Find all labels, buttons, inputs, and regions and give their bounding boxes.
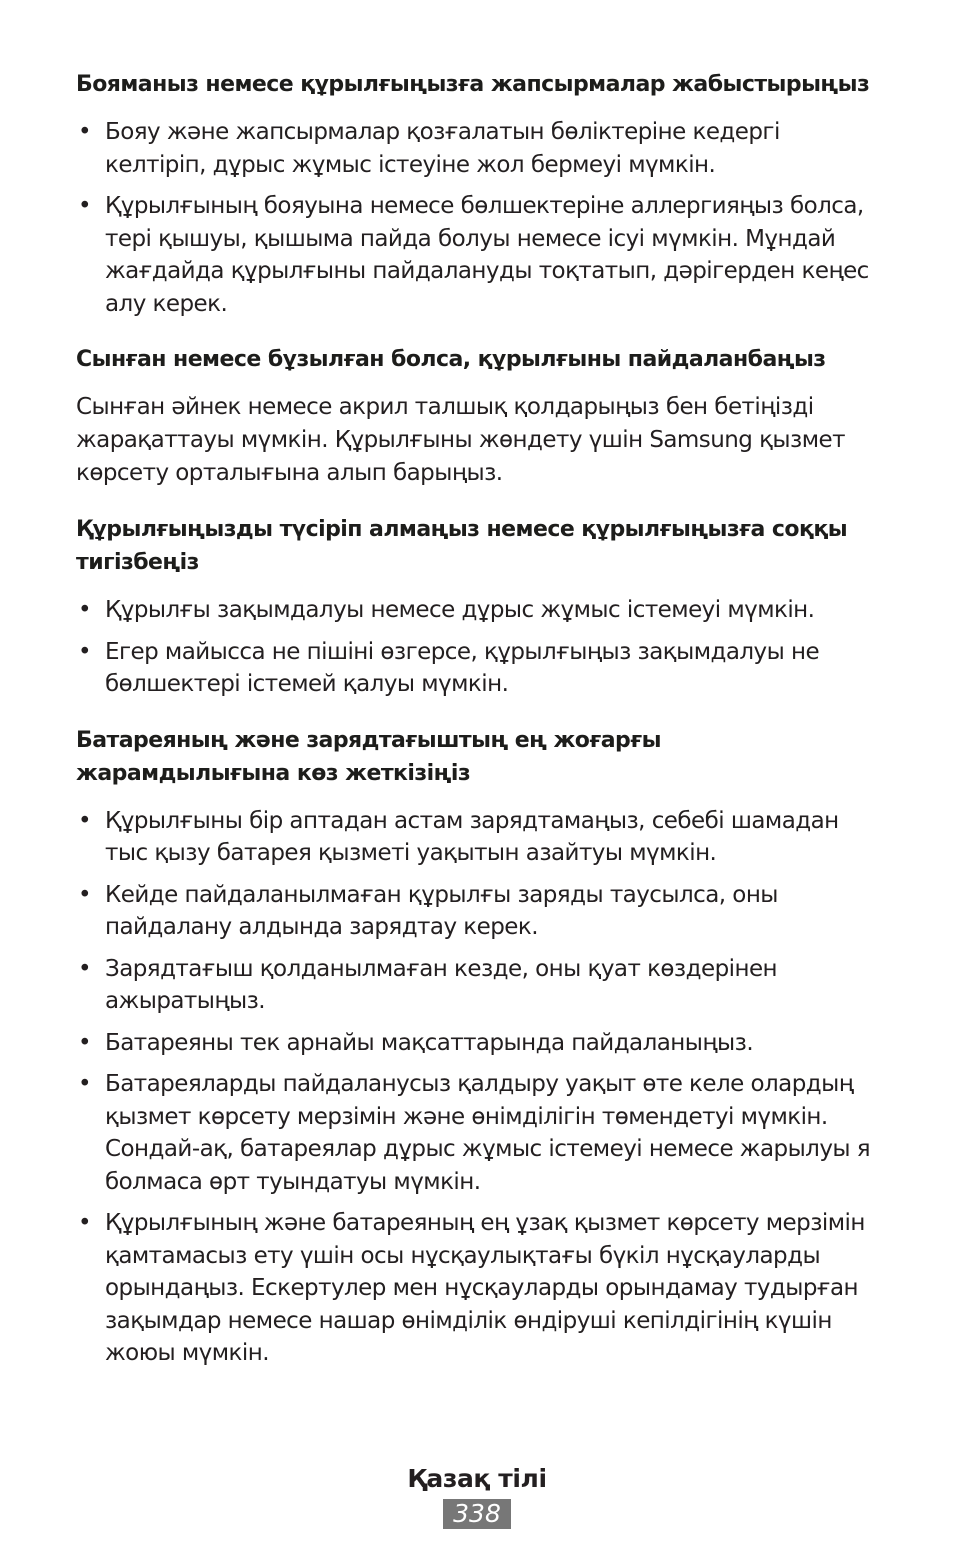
- list-item-text: Зарядтағыш қолданылмаған кезде, оны қуат көздерінен ажыратыңыз.: [105, 955, 778, 1014]
- bullet-icon: •: [78, 119, 92, 145]
- list-item: [76, 190, 876, 320]
- list-item: [76, 116, 876, 181]
- page-number: 338: [443, 1499, 511, 1529]
- footer-language: Қазақ тілі: [407, 1464, 547, 1493]
- list-item-text: Кейде пайдаланылмаған құрылғы заряды таусылса, оны пайдалану алдында зарядтау керек.: [105, 881, 778, 940]
- list-item: [76, 1207, 876, 1370]
- list-item-text: Бояу және жапсырмалар қозғалатын бөліктеріне кедергі келтіріп, дұрыс жұмыс істеуіне жол бермеуі мүмкін.: [105, 119, 780, 178]
- list-item-text: Егер майысса не пішіні өзгерсе, құрылғыңыз зақымдалуы не бөлшектері істемей қалуы мүмкін.: [105, 638, 820, 697]
- list-item-text: Құрылғыны бір аптадан астам зарядтамаңыз, себебі шамадан тыс қызу батарея қызметі уақытын азайтуы мүмкін.: [105, 807, 839, 866]
- list-item: [76, 879, 876, 944]
- bullet-icon: •: [78, 881, 92, 908]
- bullet-list: [76, 594, 876, 701]
- list-item: [76, 805, 876, 870]
- list-item-text: Құрылғының бояуына немесе бөлшектеріне аллергияңыз болса, тері қышуы, қышыма пайда болуы немесе ісуі мүмкін. Мұндай жағдайда құрылғыны пайдалануды тоқтатып, дәрігерден кеңес алу керек.: [105, 193, 869, 317]
- list-item: [76, 1068, 876, 1198]
- section-heading: Бояманыз немесе құрылғыңызға жапсырмалар жабыстырыңыз: [76, 72, 870, 97]
- list-item-text: Батареяларды пайдаланусыз қалдыру уақыт өте келе олардың қызмет көрсету мерзімін және өнімділігін төмендетуі мүмкін. Сондай-ақ, батареялар дұрыс жұмыс істемеуі немесе жарылуы я болмаса өрт туындатуы мүмкін.: [105, 1071, 871, 1195]
- list-item: [76, 953, 876, 1018]
- bullet-icon: •: [78, 1071, 92, 1097]
- section-heading: Сынған немесе бұзылған болса, құрылғыны пайдаланбаңыз: [76, 347, 826, 372]
- section-paragraph: Сынған әйнек немесе акрил талшық қолдарыңыз бен бетіңізді жарақаттауы мүмкін. Құрылғыны жөндету үшін Samsung қызмет көрсету орталығына алып барыңыз.: [76, 394, 845, 486]
- list-item-text: Құрылғының және батареяның ең ұзақ қызмет көрсету мерзімін қамтамасыз ету үшін осы нұсқаулықтағы бүкіл нұсқауларды орындаңыз. Ескертулер мен нұсқауларды орындамау тудырған зақымдар немесе нашар өнімділік өндіруші кепілдігінің күшін жоюы мүмкін.: [105, 1210, 865, 1366]
- list-item: [76, 636, 876, 701]
- list-item: [76, 594, 876, 627]
- section-battery-life: [76, 724, 876, 1370]
- bullet-icon: •: [78, 1029, 92, 1056]
- list-item-text: Құрылғы зақымдалуы немесе дұрыс жұмыс істемеуі мүмкін.: [105, 597, 815, 623]
- bullet-list: [76, 116, 876, 320]
- bullet-icon: •: [78, 638, 92, 665]
- section-paint-stickers: [76, 68, 876, 320]
- bullet-icon: •: [78, 597, 92, 623]
- bullet-icon: •: [78, 807, 92, 834]
- page-footer: [0, 1463, 954, 1529]
- section-drop-impact: [76, 513, 876, 701]
- bullet-icon: •: [78, 1210, 92, 1236]
- bullet-icon: •: [78, 193, 92, 219]
- bullet-list: [76, 805, 876, 1370]
- section-heading: Құрылғыңызды түсіріп алмаңыз немесе құрылғыңызға соққы тигізбеңіз: [76, 517, 848, 575]
- bullet-icon: •: [78, 955, 92, 982]
- section-heading: Батареяның және зарядтағыштың ең жоғарғы жарамдылығына көз жеткізіңіз: [76, 727, 661, 786]
- list-item: [76, 1027, 876, 1060]
- document-body: [76, 68, 876, 1393]
- section-broken-device: [76, 343, 876, 490]
- list-item-text: Батареяны тек арнайы мақсаттарында пайдаланыңыз.: [105, 1029, 754, 1056]
